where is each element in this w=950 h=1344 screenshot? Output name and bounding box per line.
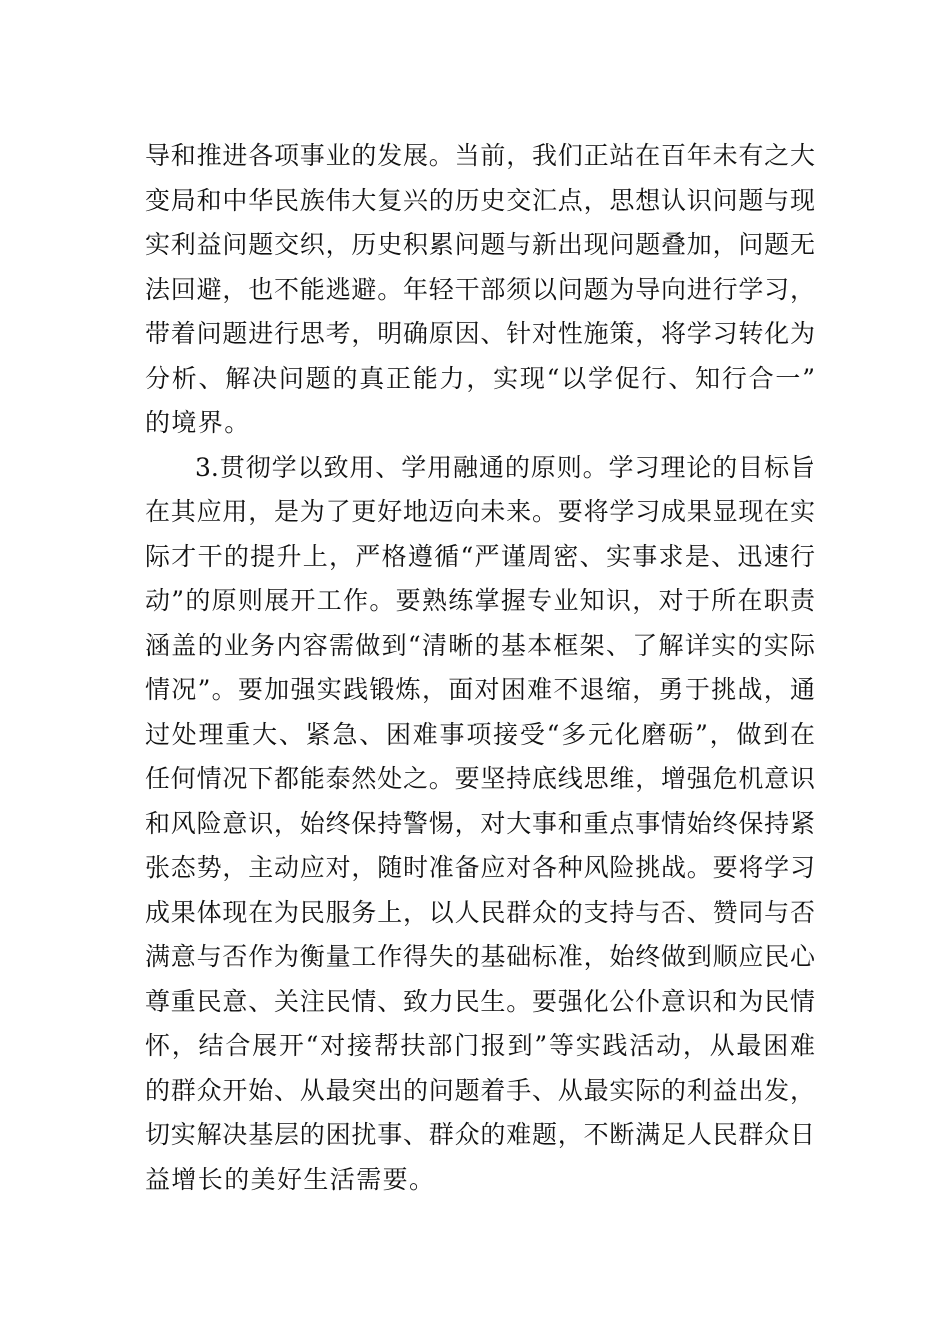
text-line-17: 张态势，主动应对，随时准备应对各种风险挑战。要将学习 (145, 853, 815, 882)
text-line-6: 分析、解决问题的真正能力，实现“以学促行、知行合一” (145, 363, 815, 393)
text-line-5: 带着问题进行思考，明确原因、针对性施策，将学习转化为 (145, 319, 815, 348)
document-body (145, 134, 815, 1202)
text-line-24: 益增长的美好生活需要。 (145, 1164, 436, 1194)
text-line-16: 和风险意识，始终保持警惕，对大事和重点事情始终保持紧 (145, 808, 815, 838)
text-line-14: 过处理重大、紧急、困难事项接受“多元化磨砺”，做到在 (145, 719, 815, 749)
text-line-15: 任何情况下都能泰然处之。要坚持底线思维，增强危机意识 (145, 764, 815, 793)
text-line-12: 涵盖的业务内容需做到“清晰的基本框架、了解详实的实际 (145, 630, 815, 660)
text-line-23: 切实解决基层的困扰事、群众的难题，不断满足人民群众日 (145, 1120, 815, 1149)
text-line-18: 成果体现在为民服务上，以人民群众的支持与否、赞同与否 (145, 897, 815, 927)
text-line-13: 情况”。要加强实践锻炼，面对困难不退缩，勇于挑战，通 (145, 675, 815, 704)
text-line-20: 尊重民意、关注民情、致力民生。要强化公仆意识和为民情 (145, 986, 815, 1016)
text-line-3: 实利益问题交织，历史积累问题与新出现问题叠加，问题无 (145, 230, 815, 259)
text-line-11: 动”的原则展开工作。要熟练掌握专业知识，对于所在职责 (145, 586, 815, 615)
text-line-9: 在其应用，是为了更好地迈向未来。要将学习成果显现在实 (145, 497, 815, 526)
text-line-4: 法回避，也不能逃避。年轻干部须以问题为导向进行学习， (145, 274, 815, 304)
text-line-2: 变局和中华民族伟大复兴的历史交汇点，思想认识问题与现 (145, 185, 815, 215)
text-line-19: 满意与否作为衡量工作得失的基础标准，始终做到顺应民心 (145, 942, 815, 971)
text-line-10: 际才干的提升上，严格遵循“严谨周密、实事求是、迅速行 (145, 541, 815, 571)
section-heading-3: 3.贯彻学以致用、学用融通的原则。学习理论的目标旨 (195, 452, 815, 482)
text-line-21: 怀，结合展开“对接帮扶部门报到”等实践活动，从最困难 (145, 1031, 815, 1060)
text-line-22: 的群众开始、从最突出的问题着手、从最实际的利益出发， (145, 1075, 815, 1105)
text-line-1: 导和推进各项事业的发展。当前，我们正站在百年未有之大 (145, 141, 815, 170)
text-line-7: 的境界。 (145, 408, 251, 437)
